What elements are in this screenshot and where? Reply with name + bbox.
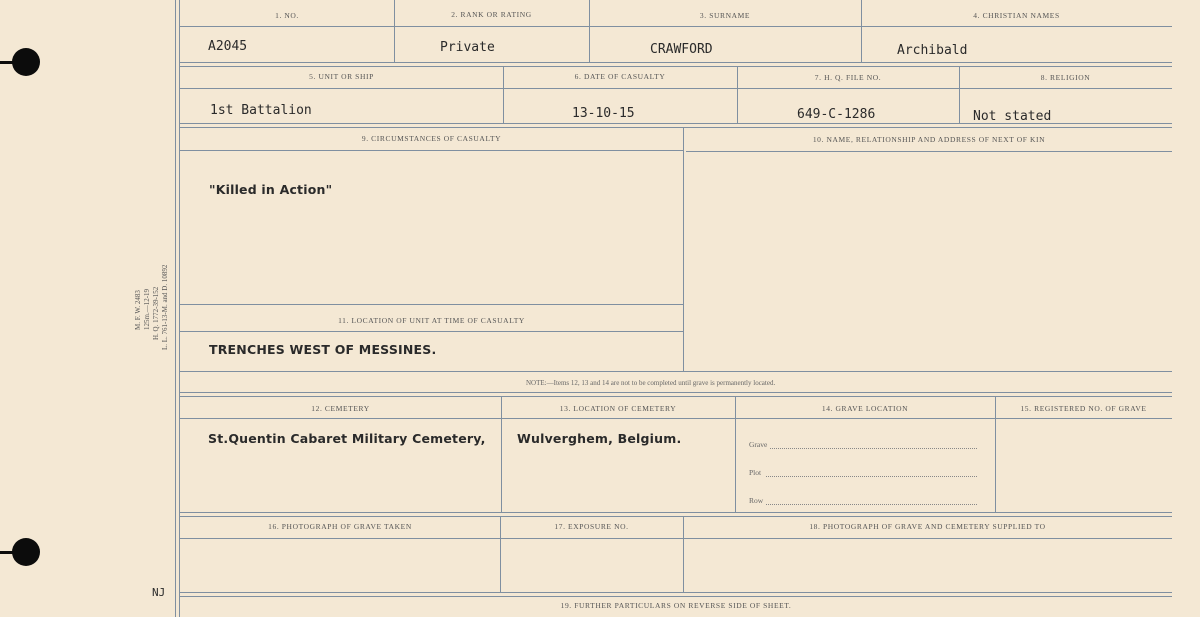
middle-divider: [683, 127, 684, 371]
row3-right-sub-rule: [686, 151, 1172, 152]
label-christian-names: 4. CHRISTIAN NAMES: [973, 11, 1060, 20]
label-circumstances: 9. CIRCUMSTANCES OF CASUALTY: [361, 134, 502, 143]
row5-divider-2: [735, 396, 736, 513]
side-print-1: M. F. W. 2483: [134, 290, 142, 330]
punch-hole-top: [12, 48, 40, 76]
value-religion: Not stated: [973, 109, 1052, 124]
label-cemetery: 12. CEMETERY: [311, 404, 370, 413]
row1-bottom-rule: [180, 62, 1172, 67]
value-surname: CRAWFORD: [650, 42, 713, 57]
label-photograph-taken: 16. PHOTOGRAPH OF GRAVE TAKEN: [268, 522, 412, 531]
value-number: A2045: [208, 39, 248, 54]
plot-label: Plot: [749, 468, 762, 477]
label-registered-no: 15. REGISTERED NO. OF GRAVE: [1020, 404, 1147, 413]
label-date-of-casualty: 6. DATE OF CASUALTY: [574, 72, 666, 81]
label-further-particulars: 19. FURTHER PARTICULARS ON REVERSE SIDE OF SHEET.: [560, 601, 792, 610]
label-next-of-kin: 10. NAME, RELATIONSHIP AND ADDRESS OF NEXT OF KIN: [812, 135, 1046, 144]
label-surname: 3. SURNAME: [699, 11, 751, 20]
value-christian-names: Archibald: [897, 43, 968, 58]
row2-sub-rule: [180, 88, 1172, 89]
row5-bottom-rule: [180, 512, 1172, 517]
row3-left-bottom: [180, 304, 683, 305]
margin-rule-1: [175, 0, 176, 617]
note-text: NOTE:—Items 12, 13 and 14 are not to be completed until grave is permanently located.: [526, 379, 776, 387]
value-rank: Private: [440, 40, 495, 55]
value-location-of-unit: TRENCHES WEST OF MESSINES.: [209, 342, 437, 357]
plot-line: [766, 476, 977, 477]
punch-hole-bottom: [12, 538, 40, 566]
punch-hole-bottom-tail: [0, 551, 16, 554]
row4-bottom-rule: [180, 371, 1172, 372]
side-print-4: L. L. 761-13-M. and D. 10892: [161, 264, 169, 350]
row1-divider-3: [861, 0, 862, 62]
row-line: [766, 504, 977, 505]
label-religion: 8. RELIGION: [1040, 73, 1091, 82]
label-location-of-cemetery: 13. LOCATION OF CEMETERY: [559, 404, 677, 413]
label-photograph-supplied: 18. PHOTOGRAPH OF GRAVE AND CEMETERY SUPPLIED TO: [809, 522, 1046, 531]
row1-divider-2: [589, 0, 590, 62]
label-exposure-no: 17. EXPOSURE NO.: [554, 522, 629, 531]
row-label: Row: [749, 496, 764, 505]
value-unit: 1st Battalion: [210, 103, 312, 118]
label-grave-location: 14. GRAVE LOCATION: [821, 404, 909, 413]
label-rank: 2. RANK OR RATING: [451, 10, 532, 19]
side-print-2: 125m.—12-19: [143, 288, 151, 330]
label-unit: 5. UNIT OR SHIP: [309, 72, 374, 81]
label-hq-file: 7. H. Q. FILE NO.: [814, 73, 882, 82]
value-cemetery: St.Quentin Cabaret Military Cemetery,: [208, 431, 486, 446]
value-date-of-casualty: 13-10-15: [572, 106, 635, 121]
row4-sub-rule: [180, 331, 683, 332]
label-location-of-unit: 11. LOCATION OF UNIT AT TIME OF CASUALTY: [338, 316, 525, 325]
side-print-3: H. Q. 1772-39-152: [152, 286, 160, 340]
row5-sub-rule: [180, 418, 1172, 419]
value-hq-file: 649-C-1286: [797, 107, 876, 122]
initials: NJ: [152, 586, 166, 599]
row1-sub-rule: [180, 26, 1172, 27]
grave-label: Grave: [749, 440, 768, 449]
punch-hole-top-tail: [0, 61, 16, 64]
row6-bottom-rule: [180, 592, 1172, 597]
row5-divider-3: [995, 396, 996, 513]
value-circumstances: "Killed in Action": [209, 182, 333, 197]
note-bottom-rule: [180, 392, 1172, 397]
row6-sub-rule: [180, 538, 1172, 539]
row3-left-sub-rule: [180, 150, 683, 151]
value-location-of-cemetery: Wulverghem, Belgium.: [517, 431, 682, 446]
row5-divider-1: [501, 396, 502, 513]
grave-line: [770, 448, 977, 449]
label-number: 1. NO.: [275, 11, 299, 20]
